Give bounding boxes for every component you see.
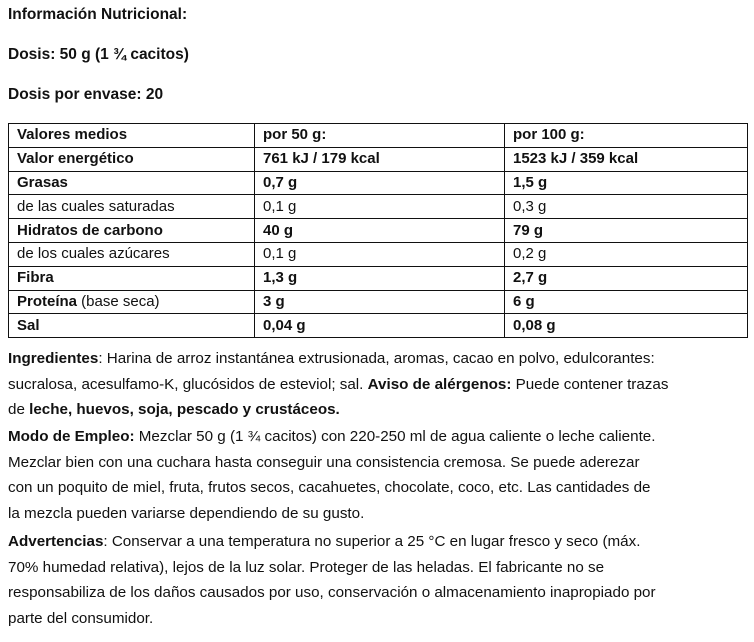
value-per-50g-cell: 761 kJ / 179 kcal — [255, 147, 505, 171]
nutrient-label: Grasas — [17, 173, 68, 191]
allergen-text: de — [8, 401, 30, 419]
allergen-text: Puede contener trazas — [511, 375, 669, 393]
warnings-line: responsabiliza de los daños causados por uso, conservación o almacenamiento inapropiado por — [8, 584, 656, 602]
usage-line — [8, 424, 750, 450]
usage-text: Mezclar 50 g (1 ¾ cacitos) con 220-250 ml de agua caliente o leche caliente. — [134, 428, 656, 445]
nutrient-name-cell — [9, 195, 255, 219]
nutrient-name-cell — [9, 219, 255, 243]
nutrient-label: de las cuales saturadas — [17, 197, 175, 215]
ingredients-line — [8, 372, 750, 398]
value-per-50g-cell: 3 g — [255, 290, 505, 314]
value-per-100g-cell: 0,08 g — [505, 314, 748, 338]
table-row — [9, 242, 748, 266]
nutrient-name-cell — [9, 290, 255, 314]
table-row — [9, 171, 748, 195]
table-row — [9, 147, 748, 171]
usage-section — [8, 424, 750, 526]
value-per-100g-cell: 1523 kJ / 359 kcal — [505, 147, 748, 171]
value-per-50g-cell: 0,1 g — [255, 242, 505, 266]
table-row — [9, 195, 748, 219]
ingredients-line — [8, 397, 750, 423]
nutrient-label: Fibra — [17, 269, 54, 287]
allergen-list: leche, huevos, soja, pescado y crustáceos. — [29, 401, 340, 419]
nutrient-name-cell — [9, 171, 255, 195]
nutrient-label: Hidratos de carbono — [17, 221, 163, 239]
value-per-100g-cell: 1,5 g — [505, 171, 748, 195]
value-per-50g-cell: 0,1 g — [255, 195, 505, 219]
usage-heading: Modo de Empleo: — [8, 428, 135, 445]
warnings-line: parte del consumidor. — [8, 609, 154, 627]
nutrient-name-cell — [9, 266, 255, 290]
servings-per-package-label: Dosis por envase: 20 — [8, 86, 164, 103]
column-header-nutrient: Valores medios — [9, 124, 255, 148]
ingredients-section — [8, 346, 750, 423]
nutrient-label: Valor energético — [17, 150, 134, 168]
warnings-line — [8, 529, 750, 555]
value-per-50g-cell: 0,7 g — [255, 171, 505, 195]
nutrient-name-cell — [9, 314, 255, 338]
ingredients-text: sucralosa, acesulfamo-K, glucósidos de esteviol; sal. — [8, 375, 368, 393]
table-header-row — [9, 124, 748, 148]
table-row — [9, 290, 748, 314]
nutrient-label: Proteína — [17, 292, 78, 310]
value-per-100g-cell: 6 g — [505, 290, 748, 314]
table-row — [9, 266, 748, 290]
nutrition-table-body — [9, 124, 748, 338]
dose-label: Dosis: 50 g (1 ¾ cacitos) — [8, 46, 189, 63]
value-per-50g-cell: 40 g — [255, 219, 505, 243]
usage-line: con un poquito de miel, fruta, frutos secos, cacahuetes, chocolate, coco, etc. Las cantidades de — [8, 479, 651, 497]
value-per-50g-cell: 0,04 g — [255, 314, 505, 338]
column-header-per-100g: por 100 g: — [505, 124, 748, 148]
table-row — [9, 219, 748, 243]
value-per-100g-cell: 79 g — [505, 219, 748, 243]
value-per-100g-cell: 0,3 g — [505, 195, 748, 219]
nutrient-name-cell — [9, 147, 255, 171]
warnings-line: 70% humedad relativa), lejos de la luz solar. Proteger de las heladas. El fabricante no se — [8, 558, 605, 576]
value-per-100g-cell: 0,2 g — [505, 242, 748, 266]
table-row — [9, 314, 748, 338]
nutrition-table — [8, 123, 748, 338]
allergen-heading: Aviso de alérgenos: — [367, 375, 512, 393]
ingredients-heading: Ingredientes — [8, 350, 99, 367]
value-per-100g-cell: 2,7 g — [505, 266, 748, 290]
usage-line: Mezclar bien con una cuchara hasta conseguir una consistencia cremosa. Se puede aderezar — [8, 453, 640, 471]
warnings-text: : Conservar a una temperatura no superior a 25 °C en lugar fresco y seco (máx. — [103, 533, 641, 550]
ingredients-text: : Harina de arroz instantánea extrusionada, aromas, cacao en polvo, edulcorantes: — [98, 350, 655, 367]
warnings-heading: Advertencias — [8, 533, 104, 550]
warnings-section — [8, 529, 750, 631]
value-per-50g-cell: 1,3 g — [255, 266, 505, 290]
nutrition-info-title: Información Nutricional: — [8, 6, 188, 23]
nutrient-name-cell — [9, 242, 255, 266]
nutrient-label: Sal — [17, 316, 40, 334]
nutrient-label-suffix: (base seca) — [77, 292, 160, 310]
ingredients-line — [8, 346, 750, 372]
nutrient-label: de los cuales azúcares — [17, 245, 170, 263]
usage-line: la mezcla pueden variarse dependiendo de su gusto. — [8, 504, 365, 522]
column-header-per-50g: por 50 g: — [255, 124, 505, 148]
